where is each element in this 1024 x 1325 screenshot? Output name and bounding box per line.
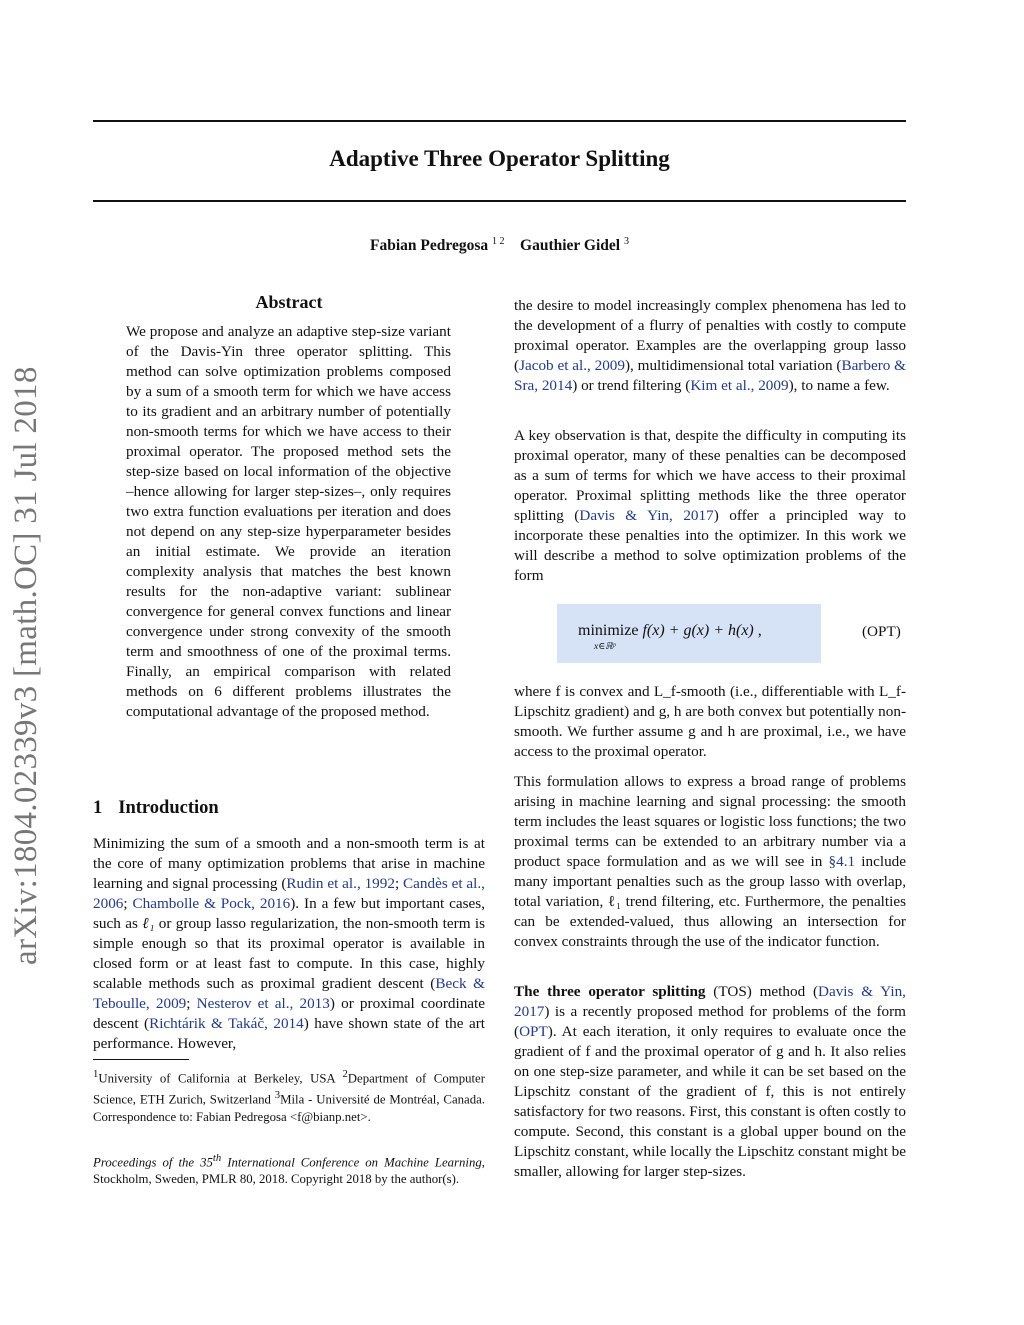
introduction-paragraph: Minimizing the sum of a smooth and a non-smooth term is at the core of many optimization problems that arise in machine learning and signal processing (Rudin et al., 1992; Candès et al., 2006; Chambolle & Pock, 2016). In a few but important cases, such as ℓ₁ or group lasso regularization, the non-smooth term is simple enough so that its proximal operator is available in closed form or at least fast to compute. In this case, highly scalable methods such as proximal gradient descent (Beck & Teboulle, 2009; Nesterov et al., 2013) or proximal coordinate descent (Richtárik & Takáč, 2014) have shown state of the art performance. However, <box>93 835 486 1052</box>
citation-link[interactable]: Barbero & Sra, 2014 <box>514 357 906 394</box>
citation-link[interactable]: Nesterov et al., 2013 <box>196 995 330 1012</box>
section-heading-introduction <box>93 798 219 819</box>
citation-link[interactable]: Jacob et al., 2009 <box>519 357 625 374</box>
email-link[interactable]: <f@bianp.net> <box>289 1109 368 1124</box>
citation-link[interactable]: Rudin et al., 1992 <box>286 875 395 892</box>
title-top-rule <box>93 120 906 122</box>
title-bottom-rule <box>93 200 906 202</box>
citation-link[interactable]: Chambolle & Pock, 2016 <box>132 895 291 912</box>
body-paragraph: where f is convex and L_f-smooth (i.e., differentiable with L_f-Lipschitz gradient) and g, h are both convex but potentially non-smooth. We further assume g and h are proximal, i.e., we have access to the proximal operator. <box>514 683 906 760</box>
optimization-equation: minimize f(x) + g(x) + h(x) , <box>578 622 762 639</box>
author-affiliation: 3 <box>623 236 629 247</box>
equation-reference-link[interactable]: OPT <box>519 1023 548 1040</box>
author-name: Fabian Pedregosa <box>370 237 489 255</box>
arxiv-identifier: arXiv:1804.02339v3 [math.OC] 31 Jul 2018 <box>8 366 44 965</box>
body-paragraph: A key observation is that, despite the difficulty in computing its proximal operator, many of these penalties can be decomposed as a sum of terms for which we have access to their proximal operator. Proximal splitting methods like the three operator splitting (Davis & Yin, 2017) offer a principled way to incorporate these penalties into the optimizer. In this work we will describe a method to solve optimization problems of the form <box>514 427 906 584</box>
author-affiliation: 1 2 <box>492 236 505 247</box>
citation-link[interactable]: Candès et al., 2006 <box>93 875 485 912</box>
footnote-rule <box>93 1059 189 1060</box>
body-paragraph: the desire to model increasingly complex phenomena has led to the development of a flurry of penalties with costly to compute proximal operator. Examples are the overlapping group lasso (Jacob et al., 2009), multidimensional total variation (Barbero & Sra, 2014) or trend filtering (Kim et al., 2009), to name a few. <box>514 297 906 394</box>
section-number: 1 <box>93 798 103 818</box>
citation-link[interactable]: Davis & Yin, 2017 <box>579 507 714 524</box>
section-reference-link[interactable]: §4.1 <box>828 853 856 870</box>
citation-link[interactable]: Kim et al., 2009 <box>690 377 789 394</box>
body-paragraph: This formulation allows to express a broad range of problems arising in machine learning and signal processing: the smooth term includes the least squares or logistic loss functions; the two proximal terms can be extended to an arbitrary number via a product space formulation and as we will see in §4.1 include many important penalties such as the group lasso with overlap, total variation, ℓ₁ trend filtering, etc. Furthermore, the penalties can be extended-valued, thus allowing an intersection for convex constraints through the use of the indicator function. <box>514 773 907 950</box>
citation-link[interactable]: Beck & Teboulle, 2009 <box>93 975 485 1012</box>
author-name: Gauthier Gidel <box>520 237 621 255</box>
author-list <box>93 236 906 255</box>
paper-title: Adaptive Three Operator Splitting <box>329 146 670 171</box>
section-title: Introduction <box>118 798 219 818</box>
equation-subscript: x∈ℝᵖ <box>594 642 616 652</box>
body-paragraph: The three operator splitting (TOS) method (Davis & Yin, 2017) is a recently proposed method for problems of the form (OPT). At each iteration, it only requires to evaluate once the gradient of f and the proximal operator of g and h. It also relies on one step-size parameter, and while it can be set based on the Lipschitz constant of the gradient of f, this is not entirely satisfactory for two reasons. First, this constant is often costly to compute. Second, this constant is a global upper bound on the Lipschitz constant, while locally the Lipschitz constant might be smaller, allowing for larger step-sizes. <box>514 983 906 1180</box>
citation-link[interactable]: Richtárik & Takáč, 2014 <box>149 1015 304 1032</box>
abstract-heading: Abstract <box>255 292 323 312</box>
abstract-body <box>126 322 451 722</box>
equation-label: (OPT) <box>862 623 901 640</box>
affiliations-footnote: $^1$University of California at Berkeley, USA $^2$Department of Computer Science, ETH Zurich, Switzerland $^3$Mila - Université de Montréal, Canada. Correspondence to: Fabian Pedregosa <f@bianp.net>. <box>93 1069 485 1124</box>
abstract-text: We propose and analyze an adaptive step-size variant of the Davis-Yin three operator splitting. This method can solve optimization problems composed by a sum of a smooth term for which we have access to its gradient and an arbitrary number of potentially non-smooth terms for which we have access to their proximal operator. The proposed method sets the step-size based on local information of the objective –hence allowing for larger step-sizes–, only requires two extra function evaluations per iteration and does not depend on any step-size hyperparameter besides an initial estimate. We provide an iteration complexity analysis that matches the best known results for the non-adaptive variant: sublinear convergence for general convex functions and linear convergence under strong convexity of the smooth term and smoothness of one of the proximal terms. Finally, an empirical comparison with related methods on 6 different problems illustrates the computational advantage of the proposed method. <box>126 323 451 720</box>
proceedings-note: Proceedings of the 35th International Conference on Machine Learning, Stockholm, Sweden, PMLR 80, 2018. Copyright 2018 by the author(s). <box>93 1153 485 1187</box>
citation-link[interactable]: Davis & Yin, 2017 <box>514 983 906 1020</box>
